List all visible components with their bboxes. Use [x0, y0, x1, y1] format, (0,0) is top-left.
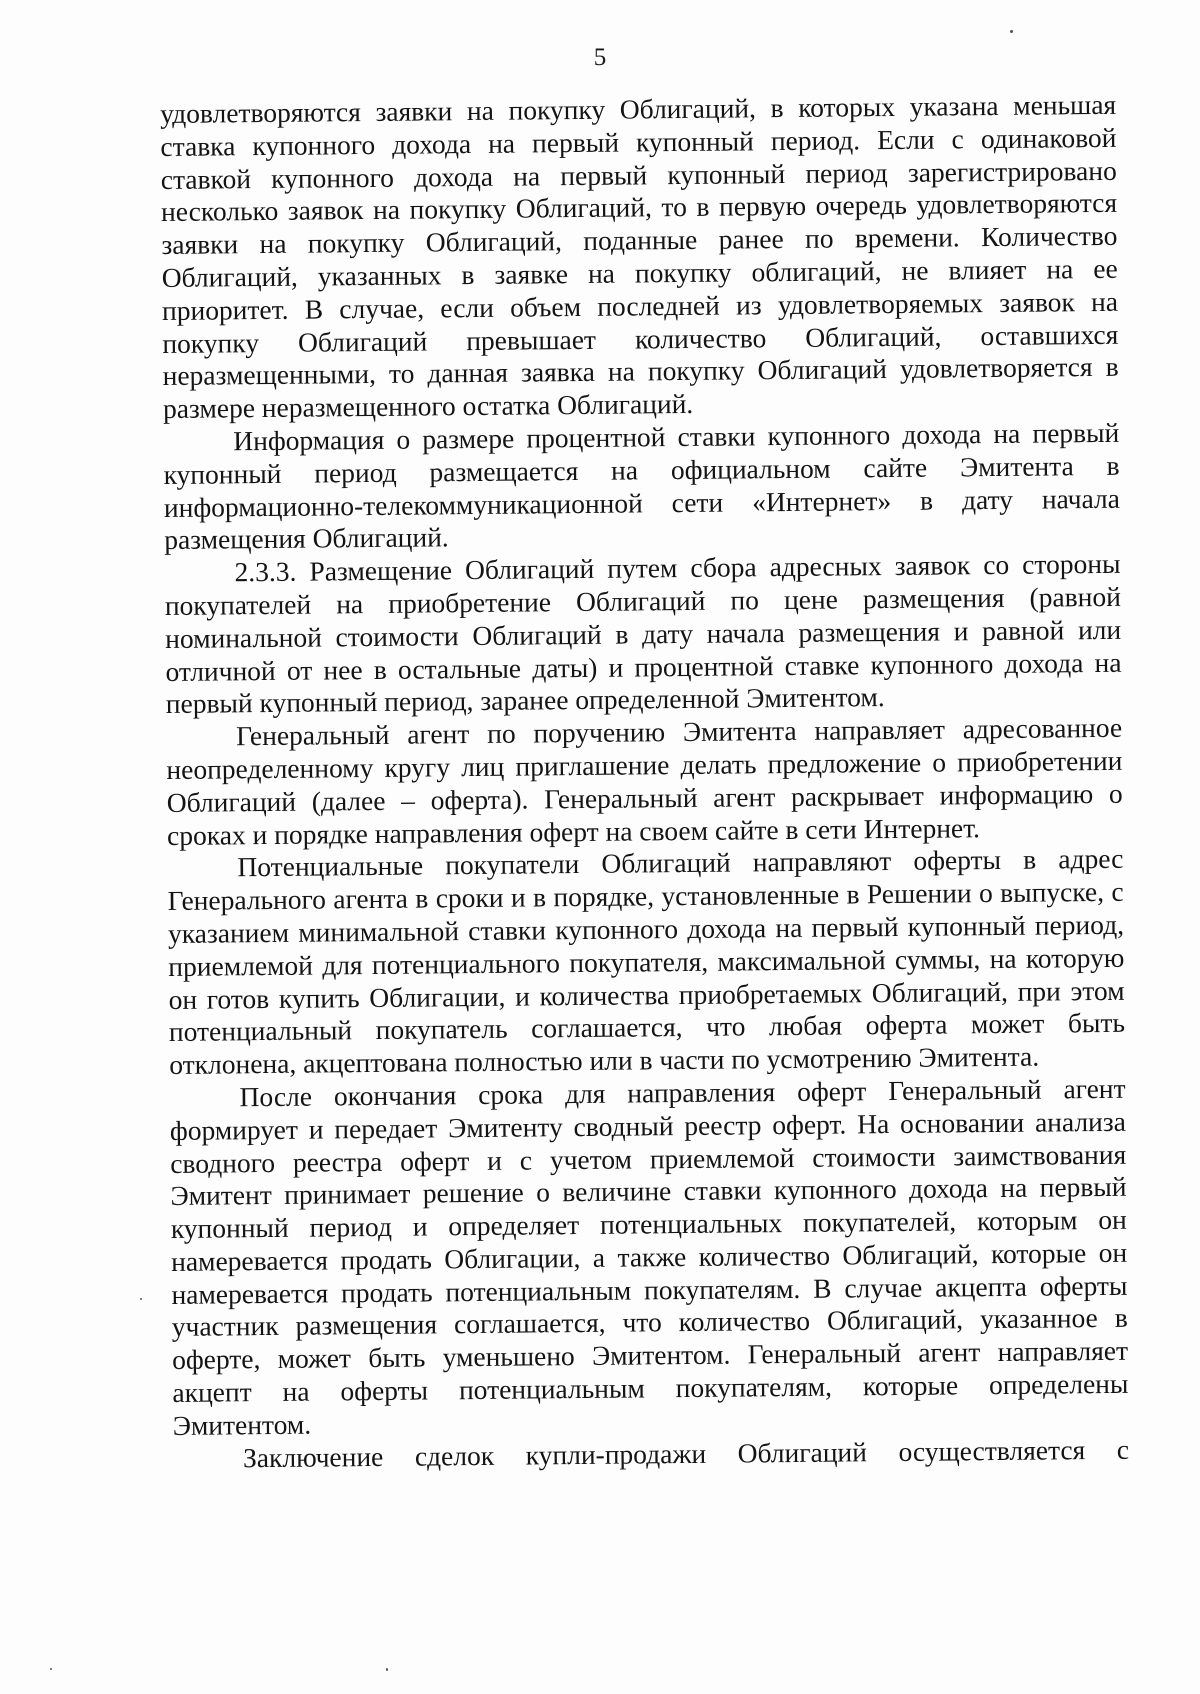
scan-speck: [140, 1298, 142, 1300]
paragraph-general-agent-invitation: Генеральный агент по поручению Эмитента направляет адресованное неопределенному кругу лиц приглашение делать предложение о приобретении Облигаций (далее – оферта). Генеральный агент раскрывает информацию о сроках и порядке направления оферт на своем сайте в сети Интернет.: [166, 711, 1123, 851]
scan-speck: [386, 1668, 388, 1671]
paragraph-offer-register: После окончания срока для направления оферт Генеральный агент формирует и передает Эмитенту сводный реестр оферт. На основании анализа сводного реестра оферт и с учетом приемлемой стоимости заимствования Эмитент принимает решение о величине ставки купонного дохода на первый купонный период и определяет потенциальных покупателей, которым он намеревается продать Облигации, а также количество Облигаций, которые он намеревается продать потенциальным покупателям. В случае акцепта оферты участник размещения соглашается, что количество Облигаций, указанное в оферте, может быть уменьшено Эмитентом. Генеральный агент направляет акцепт на оферты потенциальным покупателям, которые определены Эмитентом.: [169, 1072, 1129, 1441]
document-body: [160, 89, 1129, 1476]
scan-speck: [50, 1668, 52, 1670]
paragraph-section-2-3-3: 2.3.3. Размещение Облигаций путем сбора адресных заявок со стороны покупателей на приобретение Облигаций по цене размещения (равной номинальной стоимости Облигаций в дату начала размещения и равной или отличной от нее в остальные даты) и процентной ставке купонного дохода на первый купонный период, заранее определенной Эмитентом.: [164, 547, 1122, 720]
paragraph-transactions: Заключение сделок купли-продажи Облигаций осуществляется с: [242, 1433, 1130, 1473]
paragraph-coupon-rate-disclosure: Информация о размере процентной ставки купонного дохода на первый купонный период размещается на официальном сайте Эмитента в информационно-телекоммуникационной сети «Интернет» в дату начала размещения Облигаций.: [163, 416, 1121, 556]
page-number: 5: [593, 44, 607, 71]
paragraph-potential-buyers-offers: Потенциальные покупатели Облигаций направляют оферты в адрес Генерального агента в сроки и в порядке, установленные в Решении о выпуске, с указанием минимальной ставки купонного дохода на первый купонный период, приемлемой для потенциального покупателя, максимальной суммы, на которую он готов купить Облигации, и количества приобретаемых Облигаций, при этом потенциальный покупатель соглашается, что любая оферта может быть отклонена, акцептована полностью или в части по усмотрению Эмитента.: [167, 843, 1126, 1081]
paragraph-order-priority: удовлетворяются заявки на покупку Облигаций, в которых указана меньшая ставка купонного дохода на первый купонный период. Если с одинаковой ставкой купонного дохода на первый купонный период зарегистрировано несколько заявок на покупку Облигаций, то в первую очередь удовлетворяются заявки на покупку Облигаций, поданные ранее по времени. Количество Облигаций, указанных в заявке на покупку облигаций, не влияет на ее приоритет. В случае, если объем последней из удовлетворяемых заявок на покупку Облигаций превышает количество Облигаций, оставшихся неразмещенными, то данная заявка на покупку Облигаций удовлетворяется в размере неразмещенного остатка Облигаций.: [160, 88, 1119, 425]
scan-speck: [1010, 30, 1013, 33]
